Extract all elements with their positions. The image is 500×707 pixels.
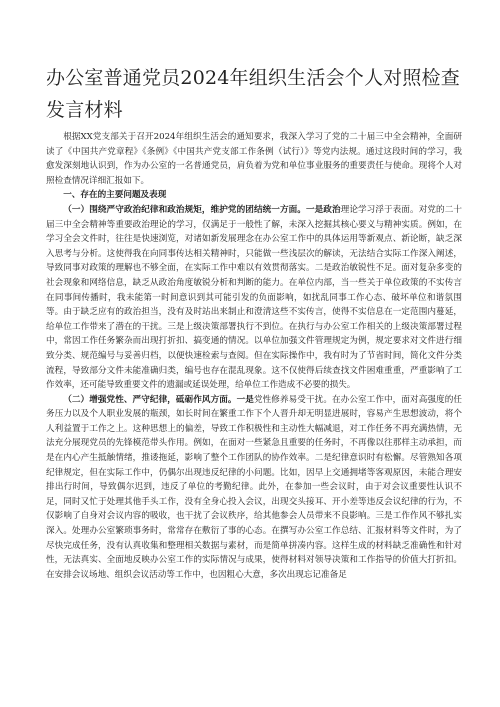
section-1-paragraph xyxy=(46,203,462,393)
section-2-paragraph xyxy=(46,393,462,583)
subsection-2-text: 党性修养易受干扰。在办公室工作中，面对高强度的任务压力以及个人职业发展的瓶颈，如长时间在繁重工作下个人晋升却无明显进展时，容易产生思想波动，将个人利益置于工作之上。这种思想上的偏差，导致工作积极性和主动性大幅减退，对工作任务不再充满热情，无法充分展现党员的先锋模范带头作用。例如，在面对一些紧急且重要的任务时，不再像以往那样主动承担，而是在内心产生抵触情绪，推诿拖延，影响了整个工作团队的协作效率。二是纪律意识时有松懈。尽管熟知各项纪律规定，但在实际工作中，仍偶尔出现违反纪律的小问题。比如，因早上交通拥堵等客观原因，未能合理安排出行时间，导致偶尔迟到，违反了单位的考勤纪律。此外，在参加一些会议时，由于对会议重要性认识不足，同时又忙于处理其他手头工作，没有全身心投入会议，出现交头接耳、开小差等违反会议纪律的行为，不仅影响了自身对会议内容的吸收，也干扰了会议秩序，给其他参会人员带来不良影响。三是工作作风不够扎实深入。处理办公室繁琐事务时，常常存在敷衍了事的心态。在撰写办公室工作总结、汇报材料等文件时，为了尽快完成任务，没有认真收集和整理相关数据与素材，而是简单拼凑内容。这样生成的材料缺乏准确性和针对性，无法真实、全面地反映办公室工作的实际情况与成果，使得材料对领导决策和工作指导的价值大打折扣。在安排会议场地、组织会议活动等工作中，也因粗心大意，多次出现忘记准备足 xyxy=(46,394,462,580)
subsection-2-lead: 一是 xyxy=(236,394,254,405)
subsection-2-heading: （二）增强党性、严守纪律，砥砺作风方面。 xyxy=(63,394,237,405)
intro-paragraph: 根据XX党支部关于召开2024年组织生活会的通知要求，我深入学习了党的二十届三中全会精神，全面研读了《中国共产党章程》《条例》《中国共产党支部工作条例（试行）》等党内法规。通过这段时间的学习，我愈发深刻地认识到，作为办公室的一名普通党员，肩负着为党和单位事业服务的重要责任与使命。现将个人对照检查情况详细汇报如下。 xyxy=(46,132,462,186)
section-heading: 一、存在的主要问题及表现 xyxy=(63,190,167,201)
document-body xyxy=(46,130,462,582)
subsection-1-heading: （一）围绕严守政治纪律和政治规矩，维护党的团结统一方面。 xyxy=(63,204,306,215)
subsection-1-text: 理论学习浮于表面。对党的二十届三中全会精神等重要政治理论的学习，仅满足于一般性了解，未深入挖掘其核心要义与精神实质。例如，在学习全会文件时，往往是快速浏览，对诸如新发展理念在办公室工作中的具体运用等新观点、新论断，缺乏深入思考与分析。这使得我在向同事传达相关精神时，只能做一些浅层次的解读，无法结合实际工作深入阐述，导致同事对政策的理解也不够全面，在实际工作中难以有效贯彻落实。二是政治敏锐性不足。面对复杂多变的社会现象和网络信息，缺乏从政治角度敏锐分析和判断的能力。在单位内部，当一些关于单位政策的不实传言在同事间传播时，我未能第一时间意识到其可能引发的负面影响，如扰乱同事工作心态、破坏单位和谐氛围等。由于缺乏应有的政治担当，没有及时站出来制止和澄清这些不实传言，使得不实信息在一定范围内蔓延，给单位工作带来了潜在的干扰。三是上级决策部署执行不到位。在执行与办公室工作相关的上级决策部署过程中，常因工作任务繁杂而出现打折扣、搞变通的情况。以单位加强文件管理规定为例，规定要求对文件进行细致分类、规范编号与妥善归档，以便快速检索与查阅。但在实际操作中，我有时为了节省时间，简化文件分类流程，导致部分文件未能准确归类，编号也存在混乱现象。这不仅使得后续查找文件困难重重，严重影响了工作效率，还可能导致重要文件的遗漏或延误处理，给单位工作造成不必要的损失。 xyxy=(46,204,462,391)
subsection-1-lead: 一是政治 xyxy=(305,204,341,215)
document-title: 办公室普通党员2024年组织生活会个人对照检查发言材料 xyxy=(46,67,460,121)
